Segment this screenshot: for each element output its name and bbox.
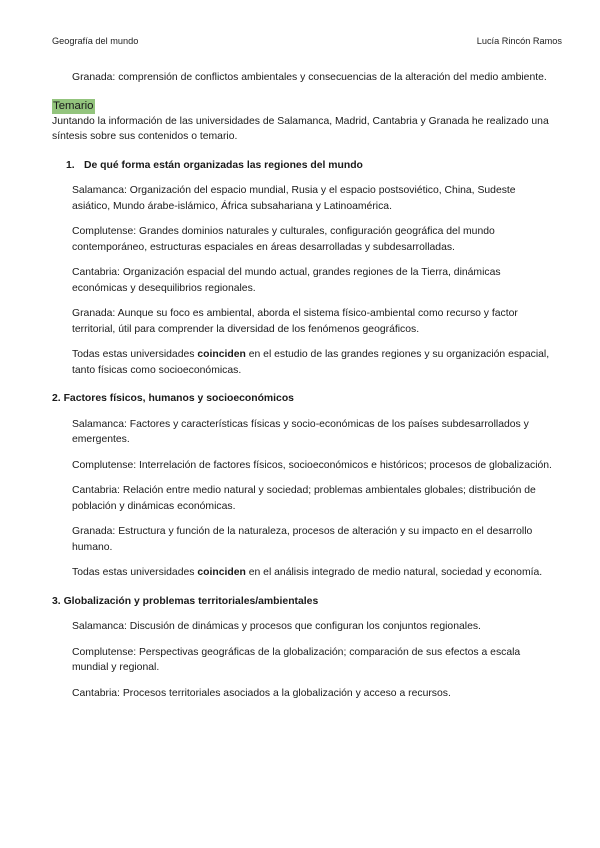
section-3 [52,594,552,702]
conclusion-emphasis: coinciden [197,567,246,578]
section-title [52,594,552,610]
section-item: Cantabria: Organización espacial del mundo actual, grandes regiones de la Tierra, dinámicas económicas y desequilibrios regionales. [72,267,501,294]
section-title [52,391,552,407]
temario-heading: Temario [53,99,94,112]
conclusion-text: Todas estas universidades [72,567,198,578]
section-conclusion [72,347,552,378]
header-subject: Geografía del mundo [52,36,139,46]
section-number: 3. [52,595,61,607]
section-title [66,158,552,174]
section-conclusion [72,565,552,581]
section-number: 2. [52,393,61,404]
header-author: Lucía Rincón Ramos [476,36,562,46]
temario-description: Juntando la información de las universidades de Salamanca, Madrid, Cantabria y Granada he realizado una síntesis sobre sus contenidos o temario. [52,115,549,142]
section-item: Granada: Aunque su foco es ambiental, aborda el sistema físico-ambiental como recurso y factor territorial, útil para comprender la diversidad de los fenómenos geográficos. [72,308,518,335]
section-2 [52,391,552,581]
section-title-text: Factores físicos, humanos y socioeconómicos [63,393,294,404]
section-number: 1. [66,159,75,171]
document-body [52,70,552,701]
section-item: Salamanca: Organización del espacio mundial, Rusia y el espacio postsoviético, China, Sudeste asiático, Mundo árabe-islámico, África subsahariana y Latinoamérica. [72,185,516,212]
section-item: Complutense: Interrelación de factores físicos, socioeconómicos e históricos; procesos de globalización. [72,459,552,471]
conclusion-text: en el estudio de las grandes regiones y su organización espacial, tanto físicas como socioeconómicas. [72,349,550,376]
section-title-text: De qué forma están organizadas las regiones del mundo [84,159,363,171]
section-item: Granada: Estructura y función de la naturaleza, procesos de alteración y su impacto en el desarrollo humano. [72,526,533,553]
section-item: Cantabria: Procesos territoriales asociados a la globalización y acceso a recursos. [72,687,451,699]
section-item: Complutense: Grandes dominios naturales y culturales, configuración geográfica del mundo contemporáneo, estructuras espaciales en áreas desarrolladas y subdesarrolladas. [72,226,495,253]
conclusion-text: Todas estas universidades [72,349,198,360]
section-item: Cantabria: Relación entre medio natural y sociedad; problemas ambientales globales; distribución de población y dinámicas económicas. [72,485,536,512]
section-item: Salamanca: Discusión de dinámicas y procesos que configuran los conjuntos regionales. [72,621,481,632]
section-1 [52,158,552,379]
section-title-text: Globalización y problemas territoriales/ambientales [63,595,319,607]
page-header [52,36,562,46]
section-item: Salamanca: Factores y características físicas y socio-económicas de los países subdesarrollados y emergentes. [72,418,529,445]
conclusion-emphasis: coinciden [197,349,246,360]
conclusion-text: en el análisis integrado de medio natural, sociedad y economía. [245,567,543,578]
intro-granada-paragraph: Granada: comprensión de conflictos ambientales y consecuencias de la alteración del medio ambiente. [72,72,547,83]
section-item: Complutense: Perspectivas geográficas de la globalización; comparación de sus efectos a escala mundial y regional. [72,646,521,673]
